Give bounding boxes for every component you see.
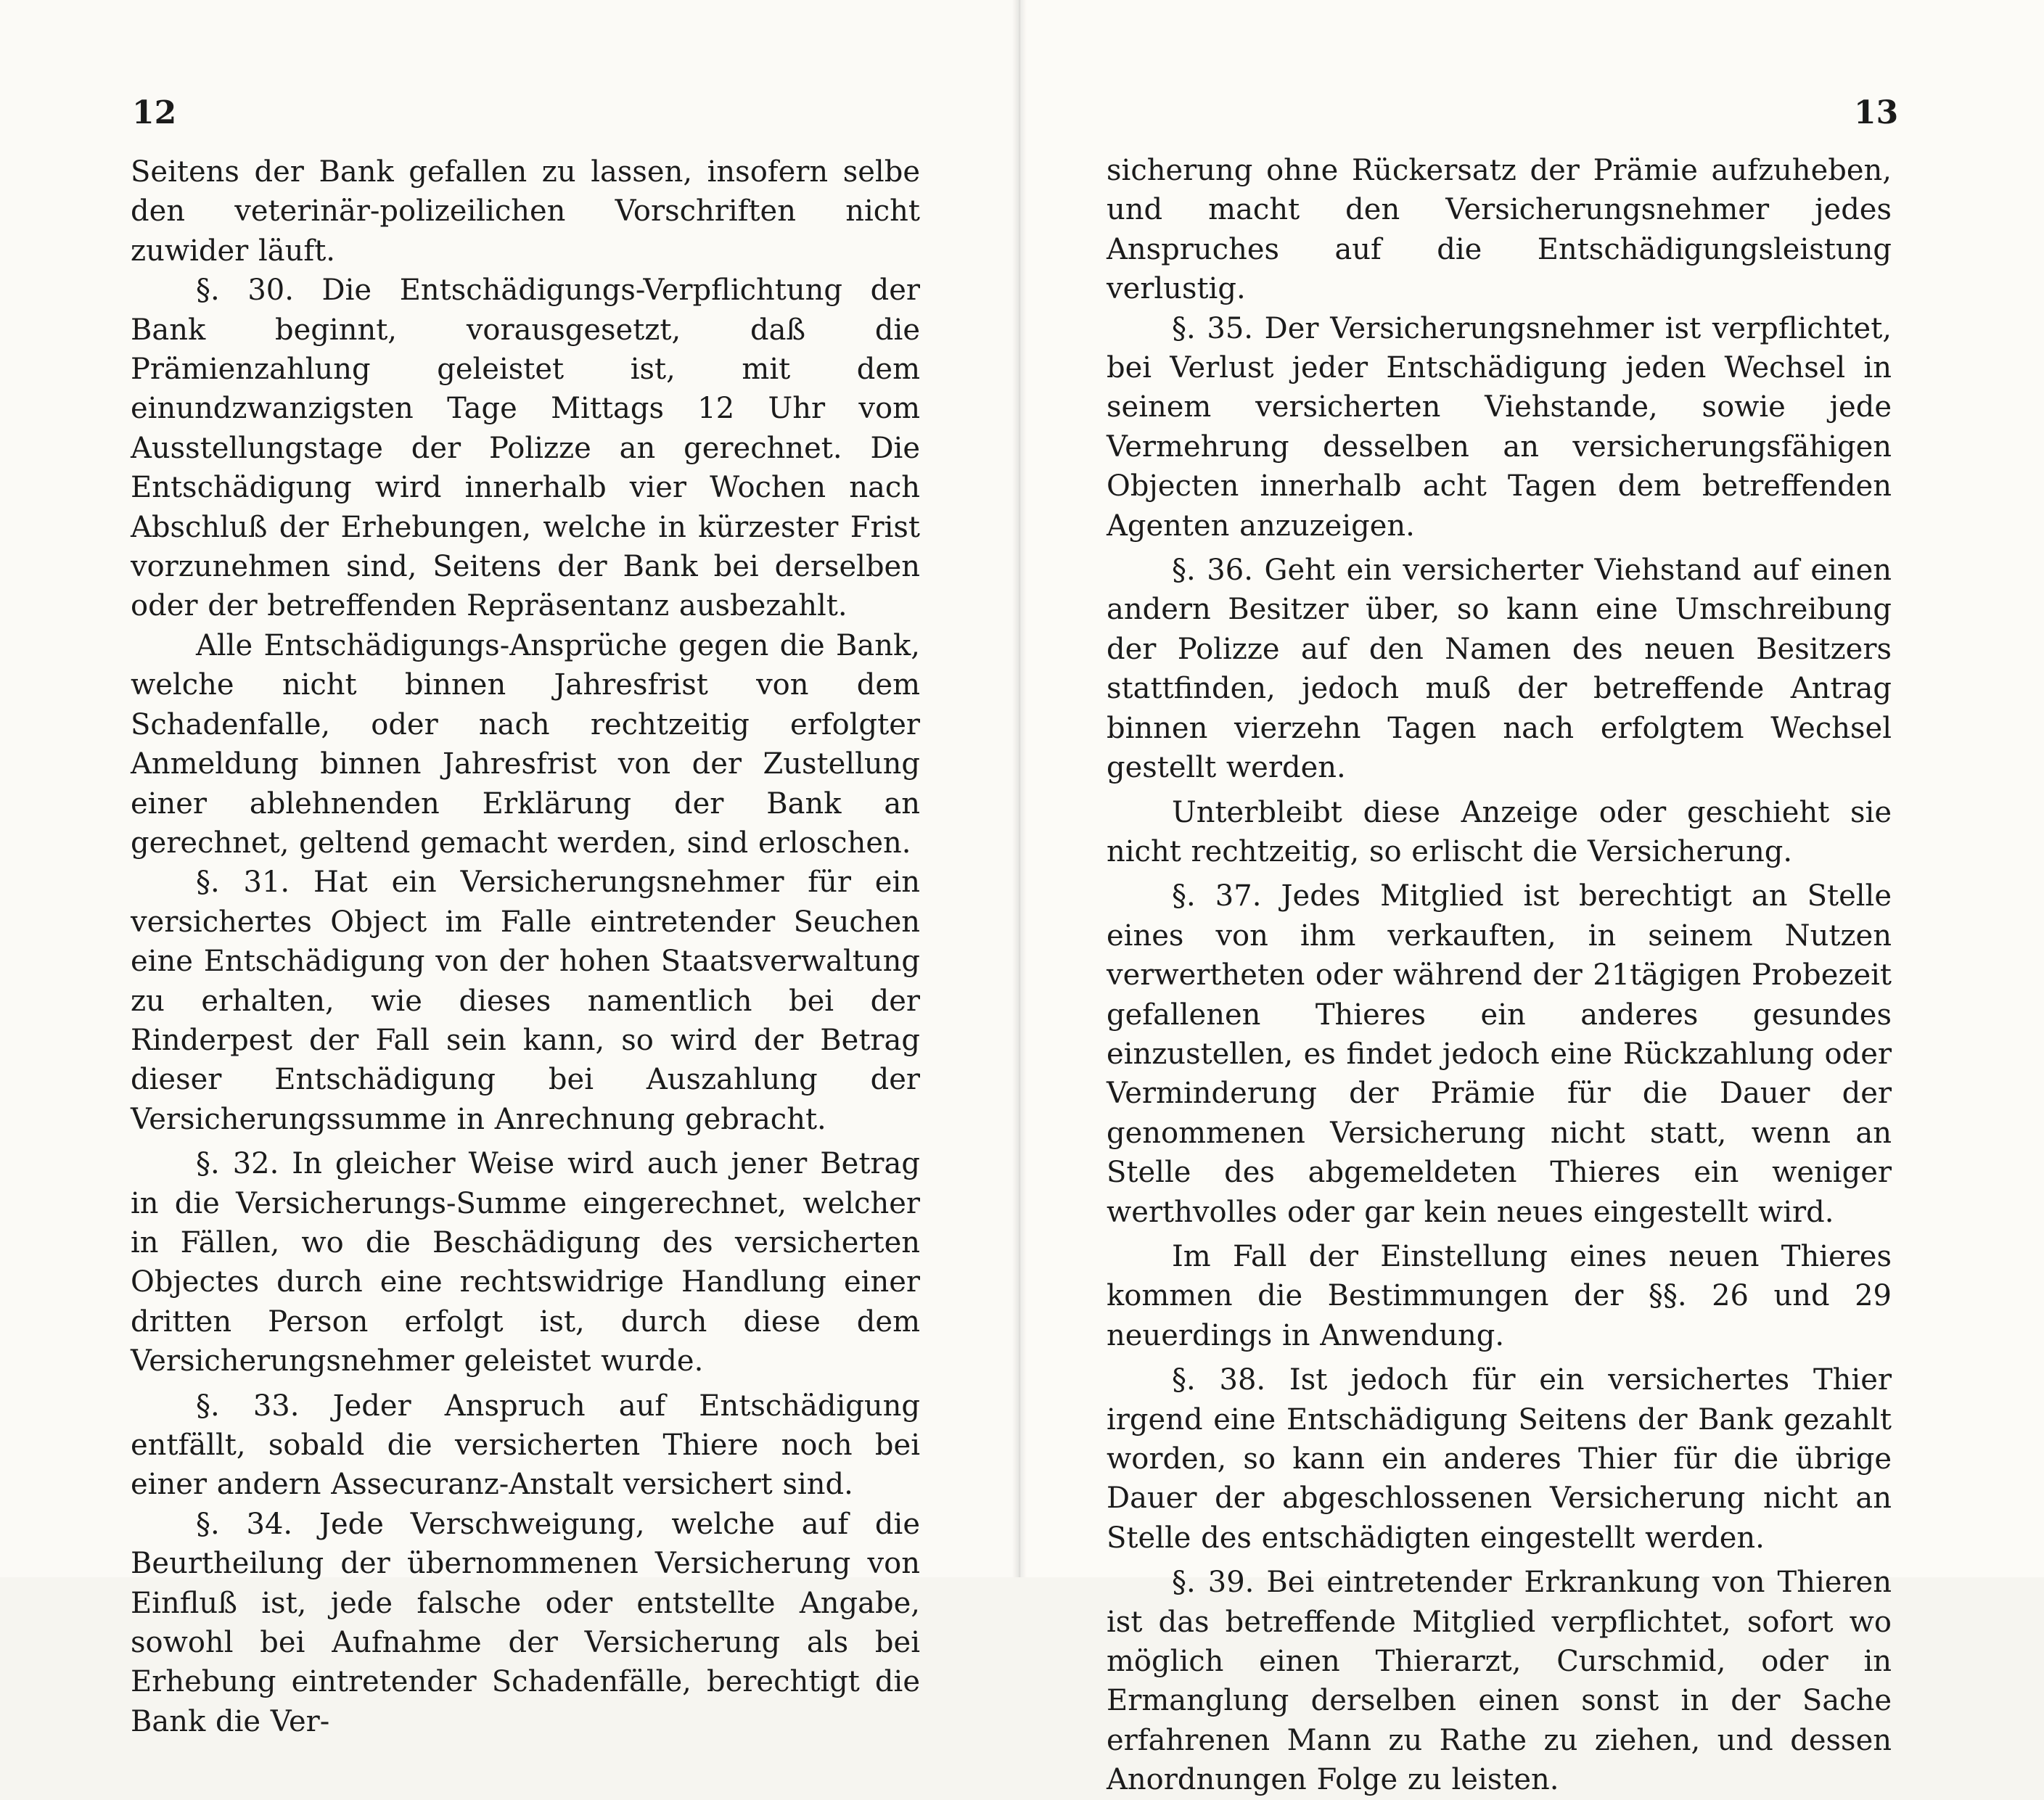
paragraph-section-36: §. 36. Geht ein versicherter Viehstand auf einen andern Besitzer über, so kann eine Umschreibung der Polizze auf den Namen des neuen Besitzers stattfinden, jedoch muß der betreffende Antrag binnen vierzehn Tagen nach erfolgtem Wechsel gestellt werden.	[1107, 554, 1892, 785]
paragraph-section-30: §. 30. Die Entschädigungs-Verpflichtung der Bank beginnt, vorausgesetzt, daß die Prämienzahlung geleistet ist, mit dem einundzwanzigsten Tage Mittags 12 Uhr vom Ausstellungstage der Polizze an gerechnet. Die Entschädigung wird innerhalb vier Wochen nach Abschluß der Erhebungen, welche in kürzester Frist vorzunehmen sind, Seitens der Bank bei derselben oder der betreffenden Repräsentanz ausbezahlt.	[131, 274, 920, 623]
paragraph-section-33: §. 33. Jeder Anspruch auf Entschädigung entfällt, sobald die versicherten Thiere noch bei einer andern Assecuranz-Anstalt versichert sind.	[131, 1389, 920, 1502]
paragraph-section-38: §. 38. Ist jedoch für ein versichertes Thier irgend eine Entschädigung Seitens der Bank gezahlt worden, so kann ein anderes Thier für die übrige Dauer der abgeschlossenen Versicherung nicht an Stelle des entschädigten eingestellt werden.	[1107, 1363, 1892, 1555]
paragraph-section-35: §. 35. Der Versicherungsnehmer ist verpflichtet, bei Verlust jeder Entschädigung jeden Wechsel in seinem versicherten Viehstande, sowie jede Vermehrung desselben an versicherungsfähigen Objecten innerhalb acht Tagen dem betreffenden Agenten anzuzeigen.	[1107, 311, 1892, 543]
left-page-text	[131, 152, 920, 1741]
paragraph-section-39: §. 39. Bei eintretender Erkrankung von Thieren ist das betreffende Mitglied verpflichtet, sofort wo möglich einen Thierarzt, Curschmid, oder in Ermanglung derselben einen sonst in der Sache erfahrenen Mann zu Rathe zu ziehen, und dessen Anordnungen Folge zu leisten.	[1107, 1566, 1892, 1797]
paragraph-section-34: §. 34. Jede Verschweigung, welche auf die Beurtheilung der übernommenen Versicherung von Einfluß ist, jede falsche oder entstellte Angabe, sowohl bei Aufnahme der Versicherung als bei Erhebung eintretender Schadenfälle, berechtigt die Bank die Ver-	[131, 1507, 920, 1738]
right-page	[1019, 0, 2044, 1797]
paragraph: Seitens der Bank gefallen zu lassen, insofern selbe den veterinär-polizeilichen Vorschriften nicht zuwider läuft.	[131, 155, 920, 268]
paragraph: sicherung ohne Rückersatz der Prämie aufzuheben, und macht den Versicherungsnehmer jedes Anspruches auf die Entschädigungsleistung verlustig.	[1107, 154, 1892, 306]
paragraph: Im Fall der Einstellung eines neuen Thieres kommen die Bestimmungen der §§. 26 und 29 neuerdings in Anwendung.	[1107, 1239, 1892, 1352]
page-number-right: 13	[1854, 94, 1899, 131]
paragraph-section-31: §. 31. Hat ein Versicherungsnehmer für ein versichertes Object im Falle eintretender Seuchen eine Entschädigung von der hohen Staatsverwaltung zu erhalten, wie dieses namentlich bei der Rinderpest der Fall sein kann, so wird der Betrag dieser Entschädigung bei Auszahlung der Versicherungssumme in Anrechnung gebracht.	[131, 866, 920, 1136]
paragraph-section-37: §. 37. Jedes Mitglied ist berechtigt an Stelle eines von ihm verkauften, in seinem Nutzen verwertheten oder während der 21tägigen Probezeit gefallenen Thieres ein anderes gesundes einzustellen, es findet jedoch eine Rückzahlung oder Verminderung der Prämie für die Dauer der genommenen Versicherung nicht statt, wenn an Stelle des abgemeldeten Thieres ein weniger werthvolles oder gar kein neues eingestellt wird.	[1107, 879, 1892, 1229]
book-gutter	[1012, 0, 1027, 1577]
paragraph: Unterbleibt diese Anzeige oder geschieht sie nicht rechtzeitig, so erlischt die Versicherung.	[1107, 795, 1892, 868]
left-page	[0, 0, 1019, 1738]
paragraph-section-32: §. 32. In gleicher Weise wird auch jener Betrag in die Versicherungs-Summe eingerechnet, welcher in Fällen, wo die Beschädigung des versicherten Objectes durch eine rechtswidrige Handlung einer dritten Person erfolgt ist, durch diese dem Versicherungsnehmer geleistet wurde.	[131, 1147, 920, 1378]
page-number-left: 12	[132, 94, 177, 131]
right-page-text	[1107, 151, 1892, 1800]
paragraph: Alle Entschädigungs-Ansprüche gegen die Bank, welche nicht binnen Jahresfrist von dem Schadenfalle, oder nach rechtzeitig erfolgter Anmeldung binnen Jahresfrist von der Zustellung einer ablehnenden Erklärung der Bank an gerechnet, geltend gemacht werden, sind erloschen.	[131, 628, 920, 860]
